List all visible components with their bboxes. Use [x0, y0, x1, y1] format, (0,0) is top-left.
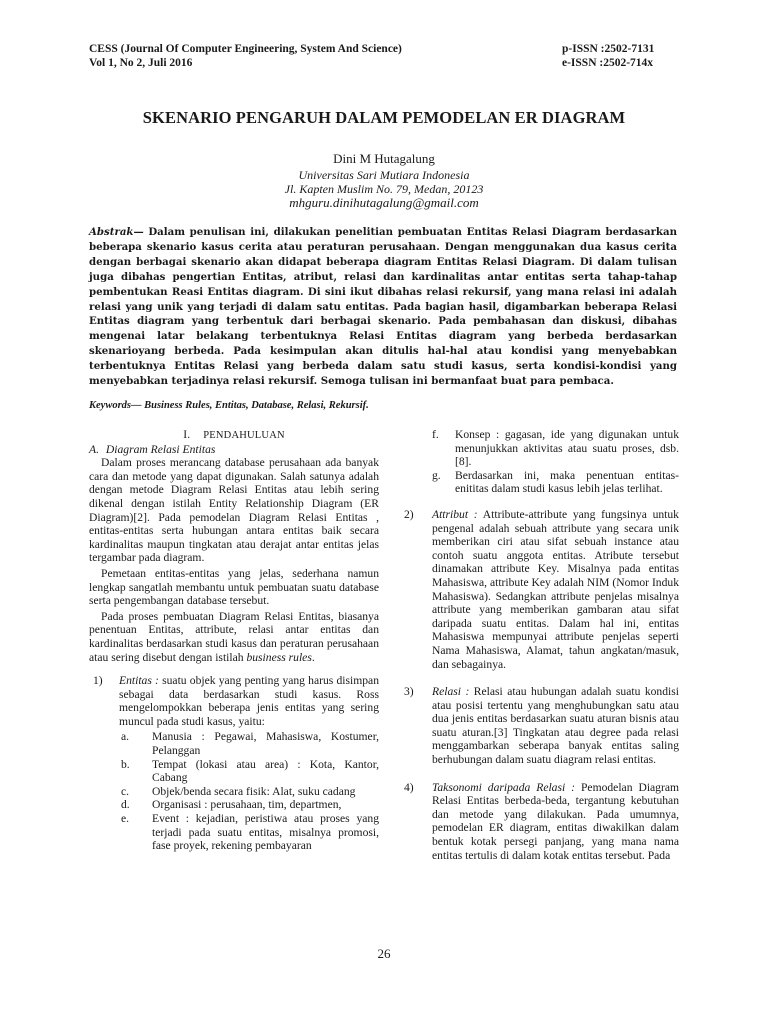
- author-address: Jl. Kapten Muslim No. 79, Medan, 20123: [284, 182, 484, 196]
- list-item: [89, 674, 379, 853]
- abstract-label: Abstrak—: [89, 226, 144, 238]
- list-item: [404, 781, 679, 863]
- list-letter: b.: [121, 757, 130, 771]
- left-column: [89, 428, 379, 853]
- author-university: Universitas Sari Mutiara Indonesia: [298, 168, 470, 182]
- abstract: [89, 225, 677, 389]
- list-letter: f.: [432, 428, 439, 441]
- list-text: Berdasarkan ini, maka penentuan entitas-enititas dalam studi kasus lebih jelas terlihat.: [455, 468, 679, 496]
- list-letter: c.: [121, 784, 130, 798]
- subsection-heading: [89, 443, 379, 457]
- list-item: [430, 428, 679, 469]
- list-term: Attribut :: [432, 507, 478, 521]
- journal-volume: Vol 1, No 2, Juli 2016: [89, 57, 193, 69]
- list-text: Konsep : gagasan, ide yang digunakan untuk menunjukkan aktivitas atau suatu proses, dsb. [8].: [455, 428, 679, 469]
- subsection-letter: A.: [89, 442, 99, 456]
- list-text: Objek/benda secara fisik: Alat, suku cadang: [152, 784, 356, 798]
- journal-header: [89, 42, 402, 70]
- list-text: Tempat (lokasi atau area) : Kota, Kantor, Cabang: [152, 757, 379, 785]
- list-term: Entitas :: [119, 674, 159, 688]
- list-item: [404, 508, 679, 671]
- author-email: mhguru.dinihutagalung@gmail.com: [289, 195, 479, 210]
- paragraph: Dalam proses merancang database perusahaan ada banyak cara dan metode yang dapat digunakan. Salah satunya adalah dengan metode Diagram Relasi Entitas atau lebih sering dikenal dengan istilah Entity Relationship Diagram (ER Diagram)[2]. Pada pemodelan Diagram Relasi Entitas , entitas-entitas serta hubungan antara entitas baik secara kardinalitas maupun tingkatan atau derajat antar entitas jelas tergambar pada diagram.: [89, 456, 379, 565]
- list-text: suatu objek yang penting yang harus disimpan sebagai data berdasarkan studi kasus. Ross mengelompokkan beberapa jenis entitas yang sering muncul pada studi kasus, yaitu:: [119, 674, 379, 728]
- list-letter: a.: [121, 730, 130, 744]
- term-business-rules: business rules: [246, 650, 312, 664]
- entity-type-list-continued: [430, 428, 679, 496]
- author-name: Dini M Hutagalung: [333, 151, 435, 166]
- list-text: Pemodelan Diagram Relasi Entitas berbeda-beda, tergantung kebutuhan dan metode yang dilakukan. Pada umumnya, pemodelan ER diagram, entitas diwakilkan dalam bentuk kotak persegi panjang, yang mana nama entitas tertulis di dalam kotak entitas tersebut. Pada: [432, 780, 680, 862]
- list-letter: e.: [121, 812, 130, 826]
- list-item: [404, 685, 679, 767]
- paragraph-text: Pada proses pembuatan Diagram Relasi Entitas, biasanya penentuan Entitas, attribute, relasi antar entitas dan kardinalitas berdasarkan studi kasus dan peraturan perusahaan atau sering disebut dengan istilah: [89, 609, 379, 664]
- keywords: Keywords— Business Rules, Entitas, Database, Relasi, Rekursif.: [89, 400, 369, 411]
- p-issn: p-ISSN :2502-7131: [562, 43, 655, 55]
- list-item: [119, 812, 379, 853]
- list-item: [119, 758, 379, 785]
- paragraph: [89, 610, 379, 664]
- list-term: Relasi :: [432, 685, 470, 699]
- section-numeral: I.: [183, 428, 191, 441]
- list-letter: g.: [432, 468, 441, 482]
- issn-block: [562, 42, 678, 70]
- list-item: [119, 730, 379, 757]
- list-item: [119, 798, 379, 812]
- entity-type-list: [119, 730, 379, 852]
- section-title: PENDAHULUAN: [203, 430, 285, 441]
- paper-title: SKENARIO PENGARUH DALAM PEMODELAN ER DIAGRAM: [142, 108, 626, 127]
- paragraph-end: .: [311, 650, 315, 664]
- list-text: Relasi atau hubungan adalah suatu kondisi atau posisi tertentu yang menghubungkan satu atau dua jenis entitas berdasarkan suatu aturan bisnis atau suatu aturan.[3] Tingkatan atau degree pada relasi menggambarkan seberapa banyak entitas saling berhubungan dalam suatu diagram relasi entitas.: [432, 685, 679, 767]
- definition-list: [89, 674, 379, 853]
- list-item: [119, 785, 379, 799]
- section-heading: [89, 428, 379, 443]
- paragraph: Pemetaan entitas-entitas yang jelas, sederhana namun lengkap sangatlah membantu untuk pembuatan suatu database serta pengembangan database tersebut.: [89, 566, 379, 608]
- abstract-text: Dalam penulisan ini, dilakukan penelitian pembuatan Entitas Relasi Diagram berdasarkan beberapa skenario kasus cerita atau peraturan perusahaan. Dengan menggunakan dua kasus cerita dengan berbagai skenario akan didapat beberapa diagram Entitas Relasi Diagram. Di dalam tulisan juga dibahas pengertian Entitas, atribut, relasi dan kardinalitas antar entitas serta tahap-tahap pembentukan Reasi Entitas diagram. Di sini ikut dibahas relasi rekursif, yang mana relasi ini adalah relasi yang unik yang terjadi di dalam satu entitas. Pada bagian hasil, digambarkan beberapa Relasi Entitas diagram yang terbentuk dari berbagai skenario. Pada pembahasan dan diskusi, dibahas mengenai latar belakang terbentuknya Relasi Entitas diagram yang berbeda berdasarkan skenarioyang berbeda. Pada kesimpulan akan ditulis hal-hal atau kondisi yang menyebabkan terbentuknya Entitas Relasi yang berbeda dalam satu studi kasus, serta kondisi-kondisi yang menyebabkan terjadinya relasi rekursif. Semoga tulisan ini bermanfaat buat para pembaca.: [89, 226, 677, 388]
- list-number: 2): [404, 507, 414, 521]
- e-issn: e-ISSN :2502-714x: [562, 57, 654, 69]
- list-term: Taksonomi daripada Relasi :: [432, 780, 576, 794]
- list-text: Organisasi : perusahaan, tim, departmen,: [152, 798, 342, 812]
- list-number: 4): [404, 780, 414, 794]
- definition-list-continued: [404, 508, 679, 862]
- list-letter: d.: [121, 798, 130, 812]
- list-text: Manusia : Pegawai, Mahasiswa, Kostumer, Pelanggan: [152, 730, 379, 758]
- journal-name: CESS (Journal Of Computer Engineering, System And Science): [89, 43, 402, 55]
- subsection-title: Diagram Relasi Entitas: [105, 442, 216, 456]
- page-number: 26: [377, 946, 391, 961]
- list-number: 3): [404, 685, 414, 699]
- list-text: Event : kejadian, peristiwa atau proses yang terjadi pada suatu entitas, misalnya promosi, fase proyek, rekening pembayaran: [152, 812, 379, 853]
- list-number: 1): [93, 674, 103, 688]
- list-item: [430, 469, 679, 496]
- right-column: [404, 428, 679, 876]
- list-text: Attribute-attribute yang fungsinya untuk pengenal adalah sebuah attribute yang secara unik memberikan ciri atau sifat sebuah instance atau contoh suatu anggota entitas. Atribute tersebut dinamakan attribute Key. Misalnya pada entitas Mahasiswa, attribute Key adalah NIM (Nomor Induk Mahasiswa). Sedangkan attribute penjelas misalnya attribute yang memberikan gambaran atau sifat daripada suatu entitas. Dalam hal ini, entitas Mahasiswa mempunyai attribute penjelas seperti Nama Mahasiswa, Alamat, tahun angkatan/masuk, dan sebagainya.: [432, 507, 679, 671]
